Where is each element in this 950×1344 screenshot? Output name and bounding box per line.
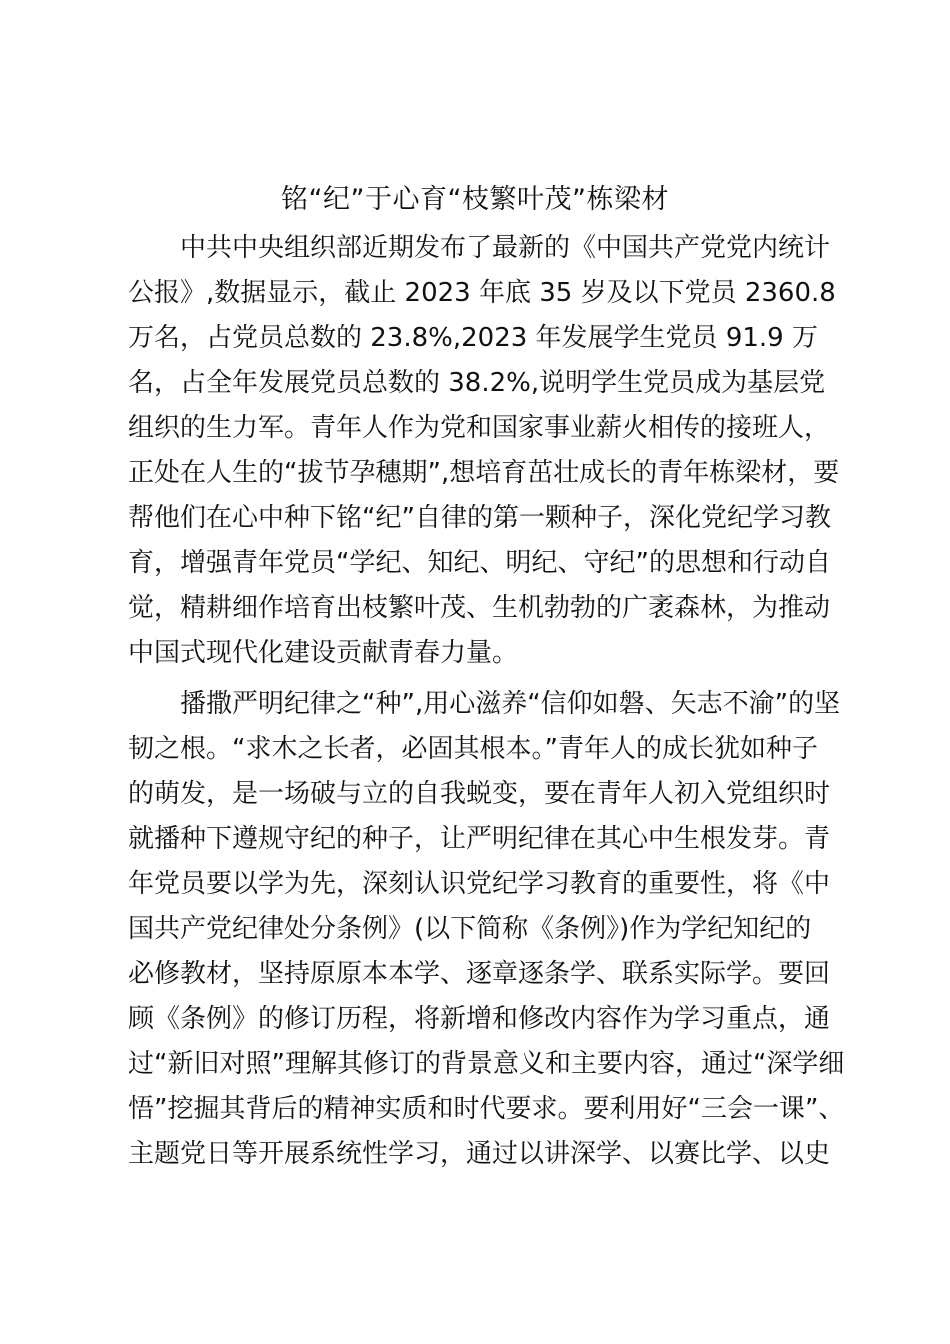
paragraph-line: 韧之根。“求木之长者，必固其根本。”青年人的成长犹如种子 — [128, 734, 818, 764]
paragraph-line: 公报》,数据显示，截止 2023 年底 35 岁及以下党员 2360.8 — [128, 278, 836, 308]
paragraph-line: 播撒严明纪律之“种”,用心滋养“信仰如磐、矢志不渝”的坚 — [180, 689, 841, 719]
paragraph-line: 育，增强青年党员“学纪、知纪、明纪、守纪”的思想和行动自 — [128, 548, 831, 578]
paragraph-line: 过“新旧对照”理解其修订的背景意义和主要内容，通过“深学细 — [128, 1049, 845, 1079]
paragraph-line: 觉，精耕细作培育出枝繁叶茂、生机勃勃的广袤森林，为推动 — [128, 593, 831, 623]
paragraph-1 — [128, 226, 840, 676]
paragraph-line: 悟”挖掘其背后的精神实质和时代要求。要利用好“三会一课”、 — [128, 1094, 845, 1124]
paragraph-line: 主题党日等开展系统性学习，通过以讲深学、以赛比学、以史 — [128, 1139, 831, 1169]
paragraph-line: 顾《条例》的修订历程，将新增和修改内容作为学习重点，通 — [128, 1004, 831, 1034]
paragraph-line: 国共产党纪律处分条例》(以下简称《条例》)作为学纪知纪的 — [128, 914, 812, 944]
paragraph-line: 就播种下遵规守纪的种子，让严明纪律在其心中生根发芽。青 — [128, 824, 831, 854]
document-body — [128, 226, 845, 1177]
paragraph-line: 万名，占党员总数的 23.8%,2023 年发展学生党员 91.9 万 — [128, 323, 818, 353]
paragraph-line: 组织的生力军。青年人作为党和国家事业薪火相传的接班人， — [128, 413, 831, 443]
paragraph-2 — [128, 682, 845, 1177]
document-title: 铭“纪”于心育“枝繁叶茂”栋梁材 — [281, 184, 669, 215]
paragraph-line: 正处在人生的“拔节孕穗期”,想培育茁壮成长的青年栋梁材，要 — [128, 458, 840, 488]
paragraph-line: 帮他们在心中种下铭“纪”自律的第一颗种子，深化党纪学习教 — [128, 503, 831, 533]
paragraph-line: 必修教材，坚持原原本本学、逐章逐条学、联系实际学。要回 — [128, 959, 831, 989]
paragraph-line: 中国式现代化建设贡献青春力量。 — [128, 638, 519, 668]
paragraph-line: 年党员要以学为先，深刻认识党纪学习教育的重要性，将《中 — [128, 869, 831, 899]
paragraph-line: 名，占全年发展党员总数的 38.2%,说明学生党员成为基层党 — [128, 368, 826, 398]
paragraph-line: 中共中央组织部近期发布了最新的《中国共产党党内统计 — [180, 233, 831, 263]
paragraph-line: 的萌发，是一场破与立的自我蜕变，要在青年人初入党组织时 — [128, 779, 831, 809]
